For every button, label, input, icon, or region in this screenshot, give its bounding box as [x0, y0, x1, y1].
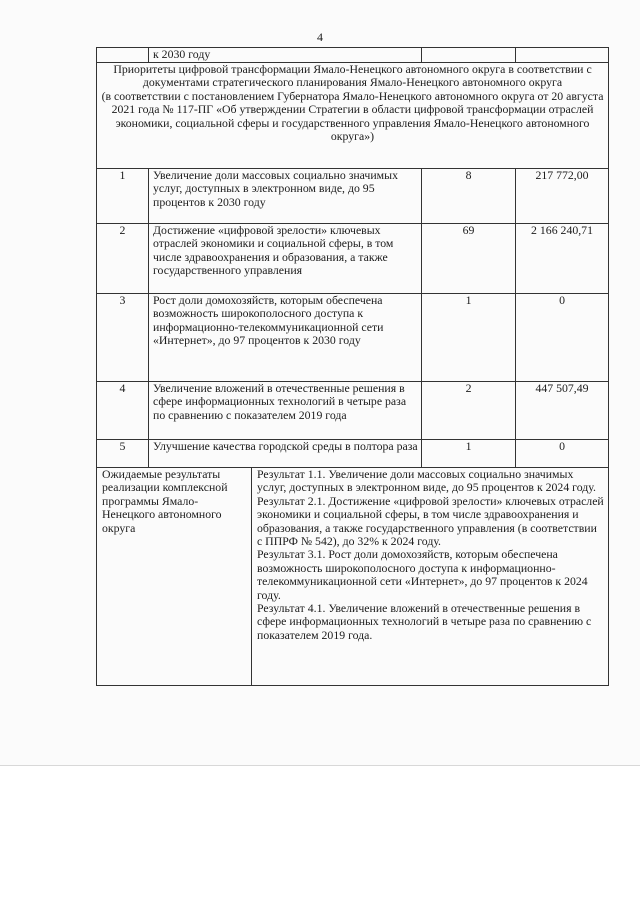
continuation-count-cell	[422, 48, 516, 63]
row-amount: 2 166 240,71	[516, 224, 609, 294]
result-item: Результат 1.1. Увеличение доли массовых социально значимых услуг, доступных в электронном виде, до 95 процентов к 2024 году.	[257, 467, 596, 495]
row-amount: 0	[516, 294, 609, 382]
row-number: 3	[97, 294, 149, 382]
row-number: 5	[97, 440, 149, 468]
row-description: Улучшение качества городской среды в полтора раза	[149, 440, 422, 468]
continuation-num-cell	[97, 48, 149, 63]
page-number: 4	[317, 30, 323, 44]
row-count: 69	[422, 224, 516, 294]
row-amount: 217 772,00	[516, 169, 609, 224]
row-count: 8	[422, 169, 516, 224]
priorities-table	[96, 47, 609, 686]
row-number: 2	[97, 224, 149, 294]
row-number: 4	[97, 382, 149, 440]
table-row	[97, 382, 609, 440]
section-header-row	[97, 63, 609, 169]
result-item: Результат 2.1. Достижение «цифровой зрелости» ключевых отраслей экономики и социальной сферы, в том числе здравоохранения и образования, а также государственного управления (в соответствии с ППРФ № 542), до 32% к 2024 году.	[257, 493, 604, 549]
continuation-amount-cell	[516, 48, 609, 63]
row-count: 1	[422, 294, 516, 382]
row-amount: 447 507,49	[516, 382, 609, 440]
row-description: Достижение «цифровой зрелости» ключевых отраслей экономики и социальной сферы, в том числе здравоохранения и образования, а также государственного управления	[149, 224, 422, 294]
section-title: Приоритеты цифровой трансформации Ямало-Ненецкого автономного округа в соответствии с документами стратегического планирования Ямало-Ненецкого автономного округа	[113, 62, 592, 90]
results-label: Ожидаемые результаты реализации комплексной программы Ямало-Ненецкого автономного округа	[97, 468, 252, 686]
results-row	[97, 468, 609, 686]
table-row	[97, 224, 609, 294]
results-cell	[252, 468, 609, 686]
row-description: Увеличение доли массовых социально значимых услуг, доступных в электронном виде, до 95 процентов к 2030 году	[149, 169, 422, 224]
continuation-text: к 2030 году	[149, 48, 422, 63]
table-row	[97, 440, 609, 468]
continuation-row	[97, 48, 609, 63]
row-number: 1	[97, 169, 149, 224]
table-row	[97, 169, 609, 224]
row-amount: 0	[516, 440, 609, 468]
row-count: 2	[422, 382, 516, 440]
page-margin-bottom	[0, 766, 640, 905]
table-row	[97, 294, 609, 382]
row-count: 1	[422, 440, 516, 468]
section-header-cell	[97, 63, 609, 169]
result-item: Результат 3.1. Рост доли домохозяйств, которым обеспечена возможность широкополосного доступа к информационно-телекоммуникационной сети «Интернет», до 97 процентов к 2024 году.	[257, 547, 588, 602]
row-description: Увеличение вложений в отечественные решения в сфере информационных технологий в четыре раза по сравнению с показателем 2019 года	[149, 382, 422, 440]
result-item: Результат 4.1. Увеличение вложений в отечественные решения в сфере информационных технологий в четыре раза по сравнению с показателем 2019 года.	[257, 601, 592, 642]
section-basis: (в соответствии с постановлением Губернатора Ямало-Ненецкого автономного округа от 20 августа 2021 года № 117-ПГ «Об утверждении Стратегии в области цифровой трансформации отраслей экономики, социальной сферы и государственного управления Ямало-Ненецкого автономного округа»)	[101, 88, 604, 144]
row-description: Рост доли домохозяйств, которым обеспечена возможность широкополосного доступа к информационно-телекоммуникационной сети «Интернет», до 97 процентов к 2030 году	[149, 294, 422, 382]
